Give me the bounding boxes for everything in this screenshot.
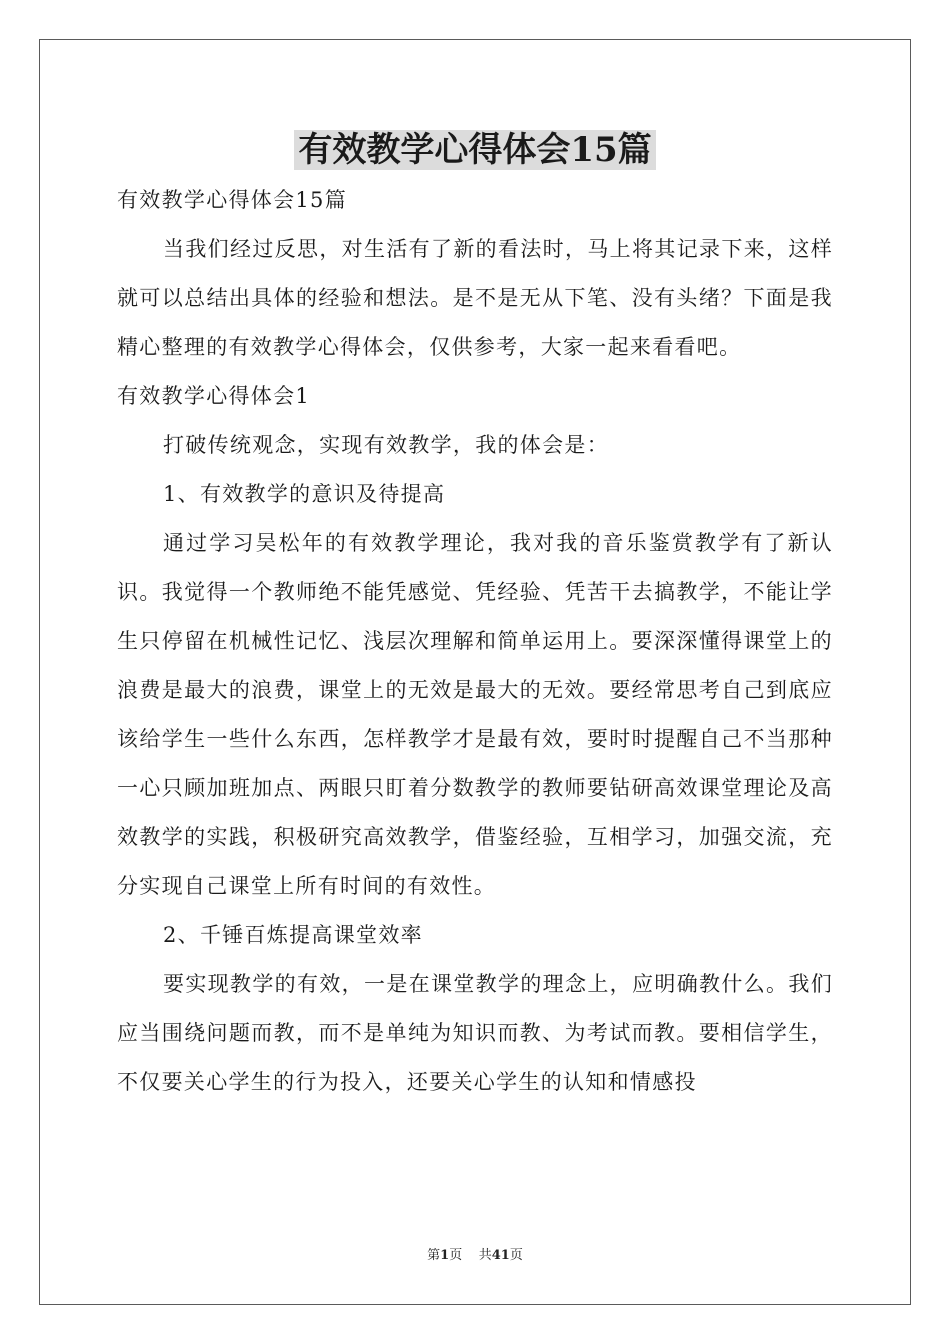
paragraph-intro: 当我们经过反思，对生活有了新的看法时，马上将其记录下来，这样就可以总结出具体的经验和想法。是不是无从下笔、没有头绪？下面是我精心整理的有效教学心得体会，仅供参考，大家一起来看看吧。 xyxy=(117,237,833,359)
paragraph-heading: 有效教学心得体会15篇 xyxy=(117,188,348,212)
document-title-text: 有效教学心得体会15篇 xyxy=(294,130,655,170)
footer-total-prefix: 共 xyxy=(478,1248,492,1263)
paragraph-body-1: 通过学习吴松年的有效教学理论，我对我的音乐鉴赏教学有了新认识。我觉得一个教师绝不能凭感觉、凭经验、凭苦干去搞教学，不能让学生只停留在机械性记忆、浅层次理解和简单运用上。要深深懂得课堂上的浪费是最大的浪费，课堂上的无效是最大的无效。要经常思考自己到底应该给学生一些什么东西，怎样教学才是最有效，要时时提醒自己不当那种一心只顾加班加点、两眼只盯着分数教学的教师要钻研高效课堂理论及高效教学的实践，积极研究高效教学，借鉴经验，互相学习，加强交流，充分实现自己课堂上所有时间的有效性。 xyxy=(117,531,833,898)
page-footer xyxy=(0,1246,950,1266)
document-body xyxy=(117,176,833,1107)
footer-total-suffix: 页 xyxy=(509,1248,523,1263)
section-heading-1: 有效教学心得体会1 xyxy=(117,384,311,408)
paragraph-body-2: 要实现教学的有效，一是在课堂教学的理念上，应明确教什么。我们应当围绕问题而教，而不是单纯为知识而教、为考试而教。要相信学生，不仅要关心学生的行为投入，还要关心学生的认知和情感投 xyxy=(117,972,833,1094)
footer-page-suffix: 页 xyxy=(449,1248,463,1263)
footer-page-prefix: 第 xyxy=(427,1248,441,1263)
subheading-2: 2、千锤百炼提高课堂效率 xyxy=(163,923,423,947)
footer-page-current: 1 xyxy=(440,1248,450,1263)
document-title xyxy=(0,124,950,176)
paragraph-thesis: 打破传统观念，实现有效教学，我的体会是： xyxy=(163,433,609,457)
footer-page-total: 41 xyxy=(491,1248,510,1263)
subheading-1: 1、有效教学的意识及待提高 xyxy=(163,482,446,506)
